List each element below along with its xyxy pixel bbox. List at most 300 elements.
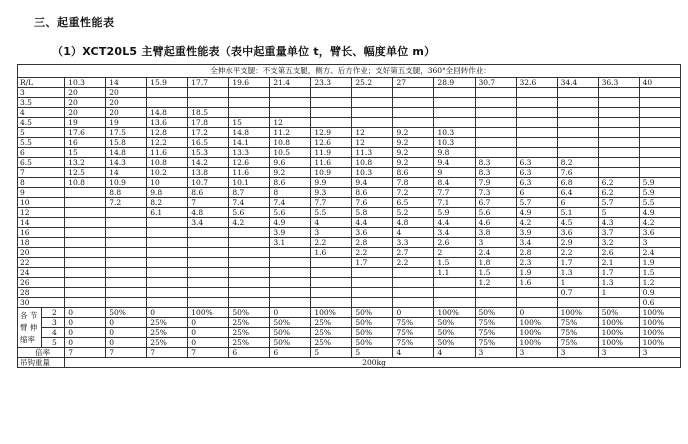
section-telescoping-row: [18, 328, 681, 338]
capacity-cell: [147, 278, 188, 288]
capacity-cell: 0.9: [639, 288, 680, 298]
boom-length-header: 10.3: [65, 78, 106, 88]
capacity-cell: 10.3: [434, 138, 475, 148]
boom-length-header: 25.2: [352, 78, 393, 88]
capacity-cell: [475, 128, 516, 138]
section-number-cell: 5: [41, 338, 65, 348]
boom-length-header: 17.7: [188, 78, 229, 88]
capacity-cell: 4: [311, 218, 352, 228]
table-row: [18, 258, 681, 268]
capacity-cell: [65, 208, 106, 218]
capacity-cell: [188, 228, 229, 238]
telescoping-rate-cell: 50%: [434, 318, 475, 328]
capacity-cell: 5.9: [639, 178, 680, 188]
capacity-cell: 7.4: [229, 198, 270, 208]
radius-cell: 8: [18, 178, 65, 188]
capacity-cell: 3: [639, 238, 680, 248]
telescoping-rate-cell: 100%: [639, 328, 680, 338]
capacity-cell: 14.3: [106, 158, 147, 168]
capacity-cell: 3.4: [516, 238, 557, 248]
reeving-cell: 6: [270, 348, 311, 358]
capacity-cell: 4.2: [229, 218, 270, 228]
capacity-cell: [270, 278, 311, 288]
telescoping-rate-cell: 0: [393, 308, 434, 318]
capacity-cell: 2.4: [639, 248, 680, 258]
capacity-cell: 1.3: [557, 268, 598, 278]
capacity-cell: [557, 148, 598, 158]
capacity-cell: 4.9: [639, 208, 680, 218]
reeving-cell: 4: [434, 348, 475, 358]
capacity-cell: 3.4: [188, 218, 229, 228]
section-telescoping-row: [18, 308, 681, 318]
boom-length-header: 14: [106, 78, 147, 88]
capacity-cell: 1.5: [639, 268, 680, 278]
capacity-cell: 9.4: [352, 178, 393, 188]
radius-cell: 12: [18, 208, 65, 218]
telescoping-rate-cell: 100%: [598, 318, 639, 328]
capacity-cell: 9.2: [270, 168, 311, 178]
telescoping-rate-cell: 100%: [598, 338, 639, 348]
capacity-cell: 7.9: [475, 178, 516, 188]
telescoping-rate-cell: 0: [65, 318, 106, 328]
capacity-cell: [270, 268, 311, 278]
capacity-cell: 6.3: [516, 168, 557, 178]
capacity-cell: [311, 268, 352, 278]
capacity-cell: 7.7: [434, 188, 475, 198]
capacity-cell: [557, 98, 598, 108]
capacity-cell: 1.7: [557, 258, 598, 268]
capacity-cell: 5.5: [639, 198, 680, 208]
capacity-cell: 6.5: [393, 198, 434, 208]
capacity-cell: 2.2: [311, 238, 352, 248]
capacity-cell: [147, 258, 188, 268]
capacity-cell: 3.7: [598, 228, 639, 238]
telescoping-rate-cell: 50%: [352, 308, 393, 318]
capacity-cell: 2.8: [352, 238, 393, 248]
capacity-cell: [106, 238, 147, 248]
capacity-cell: 3.1: [270, 238, 311, 248]
section-number-cell: 3: [41, 318, 65, 328]
capacity-cell: 17.2: [188, 128, 229, 138]
capacity-cell: 10.9: [106, 178, 147, 188]
capacity-cell: [229, 238, 270, 248]
capacity-cell: 5.5: [311, 208, 352, 218]
capacity-cell: 1.1: [434, 268, 475, 278]
boom-length-header: 36.3: [598, 78, 639, 88]
capacity-cell: [229, 88, 270, 98]
capacity-cell: [598, 158, 639, 168]
capacity-cell: 5.9: [434, 208, 475, 218]
capacity-cell: 8.7: [229, 188, 270, 198]
capacity-cell: [106, 288, 147, 298]
capacity-cell: 16.5: [188, 138, 229, 148]
capacity-cell: [106, 268, 147, 278]
capacity-cell: 2.6: [434, 238, 475, 248]
capacity-cell: 20: [106, 98, 147, 108]
boom-length-header: 23.3: [311, 78, 352, 88]
radius-cell: 3: [18, 88, 65, 98]
capacity-cell: [270, 258, 311, 268]
table-row: [18, 218, 681, 228]
capacity-cell: [270, 288, 311, 298]
capacity-cell: 12: [352, 128, 393, 138]
capacity-cell: [352, 268, 393, 278]
capacity-cell: 11.6: [311, 158, 352, 168]
capacity-cell: [598, 128, 639, 138]
capacity-cell: [639, 138, 680, 148]
capacity-cell: 6.1: [147, 208, 188, 218]
capacity-cell: 1.7: [598, 268, 639, 278]
capacity-cell: 2: [434, 248, 475, 258]
capacity-cell: 8.6: [188, 188, 229, 198]
telescoping-rate-cell: 100%: [639, 308, 680, 318]
telescoping-rate-cell: 50%: [475, 308, 516, 318]
telescoping-rate-cell: 25%: [311, 338, 352, 348]
capacity-cell: 6.4: [557, 188, 598, 198]
capacity-cell: [434, 108, 475, 118]
capacity-cell: 12.5: [65, 168, 106, 178]
capacity-cell: 8.6: [352, 188, 393, 198]
capacity-cell: 1.5: [434, 258, 475, 268]
radius-cell: 7: [18, 168, 65, 178]
table-title: （1）XCT20L5 主臂起重性能表（表中起重量单位 t，臂长、幅度单位 m）: [52, 45, 436, 58]
capacity-cell: 2.7: [393, 248, 434, 258]
reeving-cell: 7: [147, 348, 188, 358]
radius-cell: 26: [18, 278, 65, 288]
reeving-cell: 3: [516, 348, 557, 358]
capacity-cell: 19: [106, 118, 147, 128]
telescoping-rate-cell: 0: [106, 338, 147, 348]
capacity-cell: 17.8: [188, 118, 229, 128]
capacity-cell: 3.3: [393, 238, 434, 248]
capacity-cell: 6.8: [557, 178, 598, 188]
capacity-cell: 11.9: [311, 148, 352, 158]
capacity-cell: [434, 288, 475, 298]
radius-cell: 5.5: [18, 138, 65, 148]
capacity-cell: 5.2: [393, 208, 434, 218]
capacity-cell: 8.2: [147, 198, 188, 208]
capacity-cell: [393, 268, 434, 278]
capacity-cell: [106, 248, 147, 258]
capacity-cell: 3.6: [352, 228, 393, 238]
capacity-cell: [434, 298, 475, 308]
capacity-cell: 2.3: [516, 258, 557, 268]
capacity-cell: 10: [147, 178, 188, 188]
capacity-cell: [311, 288, 352, 298]
capacity-cell: [639, 118, 680, 128]
outrigger-banner: 全伸水平支腿：不支第五支腿，侧方、后方作业；支好第五支腿，360°全回转作业：: [18, 65, 681, 78]
capacity-cell: 6.7: [475, 198, 516, 208]
capacity-cell: 9.4: [434, 158, 475, 168]
capacity-cell: 13.6: [147, 118, 188, 128]
capacity-cell: [516, 138, 557, 148]
radius-cell: 28: [18, 288, 65, 298]
capacity-cell: 10.2: [147, 168, 188, 178]
capacity-cell: [229, 258, 270, 268]
capacity-cell: 1.6: [516, 278, 557, 288]
hook-weight-row: [18, 358, 681, 368]
capacity-cell: [352, 88, 393, 98]
capacity-cell: [188, 278, 229, 288]
capacity-cell: [229, 288, 270, 298]
capacity-cell: [434, 278, 475, 288]
capacity-cell: 8.8: [106, 188, 147, 198]
capacity-cell: 7.1: [434, 198, 475, 208]
reeving-cell: 5: [352, 348, 393, 358]
table-body: [18, 65, 681, 368]
capacity-cell: [270, 248, 311, 258]
telescoping-rate-cell: 0: [270, 308, 311, 318]
telescoping-rate-cell: 100%: [639, 318, 680, 328]
capacity-cell: [393, 298, 434, 308]
table-row: [18, 248, 681, 258]
table-row: [18, 138, 681, 148]
capacity-cell: [147, 238, 188, 248]
capacity-cell: 4.3: [598, 218, 639, 228]
telescoping-rate-cell: 100%: [434, 308, 475, 318]
table-row: [18, 148, 681, 158]
capacity-cell: 6.3: [516, 158, 557, 168]
capacity-cell: 8.4: [434, 178, 475, 188]
capacity-cell: 10.5: [270, 148, 311, 158]
capacity-cell: 7.8: [393, 178, 434, 188]
capacity-cell: [639, 128, 680, 138]
radius-cell: 24: [18, 268, 65, 278]
capacity-cell: 7.7: [311, 198, 352, 208]
capacity-cell: [65, 278, 106, 288]
capacity-cell: 5.8: [352, 208, 393, 218]
capacity-cell: 5: [598, 208, 639, 218]
capacity-cell: [270, 88, 311, 98]
capacity-cell: 1: [557, 278, 598, 288]
radius-cell: 14: [18, 218, 65, 228]
capacity-cell: [557, 108, 598, 118]
capacity-cell: [516, 128, 557, 138]
capacity-cell: 14.2: [188, 158, 229, 168]
capacity-cell: [516, 88, 557, 98]
boom-length-header: 19.6: [229, 78, 270, 88]
capacity-cell: 7.2: [393, 188, 434, 198]
capacity-cell: [639, 108, 680, 118]
capacity-cell: 15.3: [188, 148, 229, 158]
reeving-cell: 3: [475, 348, 516, 358]
capacity-cell: 4.4: [434, 218, 475, 228]
capacity-cell: [106, 228, 147, 238]
capacity-cell: 15.8: [106, 138, 147, 148]
capacity-cell: 5.6: [270, 208, 311, 218]
capacity-cell: 6.3: [516, 178, 557, 188]
capacity-cell: 7.3: [475, 188, 516, 198]
capacity-cell: [516, 288, 557, 298]
capacity-cell: [229, 278, 270, 288]
telescoping-rate-cell: 100%: [557, 308, 598, 318]
capacity-cell: 2.6: [598, 248, 639, 258]
capacity-cell: [65, 198, 106, 208]
capacity-cell: [229, 228, 270, 238]
capacity-cell: 6.2: [598, 178, 639, 188]
capacity-cell: 8.3: [475, 168, 516, 178]
boom-length-header: 28.9: [434, 78, 475, 88]
telescoping-rate-cell: 75%: [557, 338, 598, 348]
capacity-cell: 1.7: [352, 258, 393, 268]
section-number-cell: 4: [41, 328, 65, 338]
capacity-cell: [352, 278, 393, 288]
capacity-cell: [188, 258, 229, 268]
capacity-cell: 4.2: [516, 218, 557, 228]
capacity-cell: 8.3: [475, 158, 516, 168]
telescoping-rate-cell: 50%: [598, 308, 639, 318]
capacity-cell: [639, 168, 680, 178]
capacity-cell: [598, 148, 639, 158]
telescoping-rate-cell: 100%: [639, 338, 680, 348]
telescoping-rate-cell: 25%: [147, 328, 188, 338]
telescoping-rate-cell: 75%: [393, 318, 434, 328]
capacity-cell: 14.1: [229, 138, 270, 148]
capacity-cell: [147, 268, 188, 278]
capacity-cell: 1.5: [475, 268, 516, 278]
capacity-cell: [65, 268, 106, 278]
table-row: [18, 158, 681, 168]
capacity-cell: [516, 298, 557, 308]
capacity-cell: 12.8: [147, 128, 188, 138]
capacity-cell: [557, 138, 598, 148]
capacity-cell: 20: [65, 88, 106, 98]
telescoping-rate-cell: 0: [65, 308, 106, 318]
table-row: [18, 268, 681, 278]
capacity-cell: 3: [311, 228, 352, 238]
capacity-cell: [434, 98, 475, 108]
capacity-cell: [270, 298, 311, 308]
capacity-cell: [65, 298, 106, 308]
capacity-cell: 2.2: [352, 248, 393, 258]
capacity-cell: [229, 108, 270, 118]
capacity-cell: [639, 98, 680, 108]
capacity-cell: 9.6: [270, 158, 311, 168]
table-row: [18, 188, 681, 198]
capacity-cell: [311, 118, 352, 128]
telescoping-rate-cell: 100%: [311, 308, 352, 318]
reeving-cell: 7: [65, 348, 106, 358]
capacity-cell: 5.1: [557, 208, 598, 218]
capacity-cell: [65, 218, 106, 228]
capacity-cell: 2.8: [516, 248, 557, 258]
capacity-cell: 11.3: [352, 148, 393, 158]
telescoping-rate-cell: 100%: [598, 328, 639, 338]
capacity-cell: 9.2: [393, 138, 434, 148]
capacity-cell: [65, 238, 106, 248]
capacity-cell: 4.9: [270, 218, 311, 228]
telescoping-rate-cell: 0: [106, 318, 147, 328]
telescoping-rate-cell: 0: [106, 328, 147, 338]
table-row: [18, 278, 681, 288]
capacity-cell: [475, 118, 516, 128]
banner-row: [18, 65, 681, 78]
capacity-cell: [639, 158, 680, 168]
capacity-cell: [65, 258, 106, 268]
capacity-cell: 20: [106, 108, 147, 118]
table-row: [18, 198, 681, 208]
telescoping-rate-cell: 50%: [434, 328, 475, 338]
table-row: [18, 238, 681, 248]
capacity-cell: 19: [65, 118, 106, 128]
lifting-capacity-table: [17, 64, 681, 368]
capacity-cell: [65, 248, 106, 258]
capacity-cell: 10.9: [311, 168, 352, 178]
capacity-cell: [393, 108, 434, 118]
radius-cell: 18: [18, 238, 65, 248]
telescoping-rate-cell: 25%: [229, 318, 270, 328]
telescoping-rate-cell: 25%: [311, 318, 352, 328]
telescoping-rate-cell: 50%: [229, 308, 270, 318]
capacity-cell: [311, 108, 352, 118]
capacity-cell: [598, 108, 639, 118]
capacity-cell: 10.3: [434, 128, 475, 138]
boom-length-header: 15.9: [147, 78, 188, 88]
capacity-cell: 0.6: [639, 298, 680, 308]
capacity-cell: [598, 118, 639, 128]
capacity-cell: 7.6: [557, 168, 598, 178]
table-row: [18, 288, 681, 298]
capacity-cell: 12.6: [311, 138, 352, 148]
capacity-cell: 14: [106, 168, 147, 178]
capacity-cell: [270, 108, 311, 118]
telescoping-rate-cell: 0: [147, 308, 188, 318]
radius-cell: 6: [18, 148, 65, 158]
capacity-cell: 9.8: [147, 188, 188, 198]
capacity-cell: [639, 148, 680, 158]
capacity-cell: [106, 258, 147, 268]
telescoping-rate-cell: 100%: [516, 318, 557, 328]
capacity-cell: 11.2: [270, 128, 311, 138]
telescoping-rate-cell: 25%: [311, 328, 352, 338]
capacity-cell: 11.6: [147, 148, 188, 158]
capacity-cell: [393, 88, 434, 98]
capacity-cell: 7.4: [270, 198, 311, 208]
radius-cell: 9: [18, 188, 65, 198]
telescoping-rate-cell: 0: [188, 338, 229, 348]
capacity-cell: 5.7: [598, 198, 639, 208]
reeving-cell: 3: [598, 348, 639, 358]
capacity-cell: [516, 98, 557, 108]
telescoping-rate-cell: 50%: [434, 338, 475, 348]
telescoping-rate-cell: 50%: [352, 338, 393, 348]
capacity-cell: [516, 108, 557, 118]
reeving-cell: 3: [557, 348, 598, 358]
capacity-cell: 10.8: [65, 178, 106, 188]
capacity-cell: 9.9: [311, 178, 352, 188]
capacity-cell: [352, 98, 393, 108]
capacity-cell: [475, 148, 516, 158]
capacity-cell: 14.8: [147, 108, 188, 118]
radius-cell: 3.5: [18, 98, 65, 108]
capacity-cell: [475, 88, 516, 98]
capacity-cell: [229, 298, 270, 308]
capacity-cell: [598, 98, 639, 108]
capacity-cell: 4.6: [475, 218, 516, 228]
boom-length-header: 34.4: [557, 78, 598, 88]
capacity-cell: [598, 138, 639, 148]
telescoping-rate-cell: 0: [65, 338, 106, 348]
capacity-cell: 1.3: [598, 278, 639, 288]
radius-cell: 5: [18, 128, 65, 138]
capacity-cell: [311, 88, 352, 98]
section-telescoping-row: [18, 338, 681, 348]
capacity-cell: 2.2: [557, 248, 598, 258]
capacity-cell: [188, 288, 229, 298]
telescoping-rate-cell: 75%: [475, 328, 516, 338]
capacity-cell: 7.2: [106, 198, 147, 208]
capacity-cell: 6.2: [598, 188, 639, 198]
